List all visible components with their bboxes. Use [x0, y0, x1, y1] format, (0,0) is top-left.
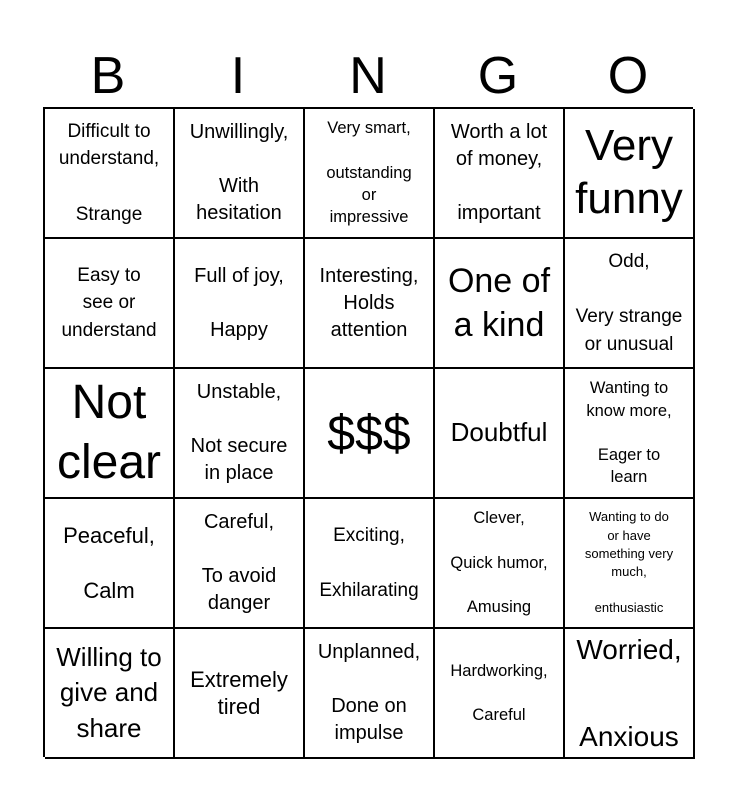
bingo-cell[interactable] — [305, 369, 435, 499]
cell-text: Not clear — [56, 376, 162, 489]
bingo-cell[interactable] — [305, 109, 435, 239]
bingo-cell[interactable] — [175, 499, 305, 629]
bingo-cell[interactable] — [45, 369, 175, 499]
bingo-cell[interactable] — [175, 239, 305, 369]
cell-text: Odd, Very strange or unusual — [575, 250, 683, 355]
bingo-cell[interactable] — [565, 629, 695, 759]
header-letter-b: B — [90, 47, 126, 105]
bingo-cell[interactable] — [305, 629, 435, 759]
bingo-cell[interactable] — [175, 369, 305, 499]
bingo-cell[interactable] — [45, 239, 175, 369]
cell-text: Careful, To avoid danger — [201, 511, 277, 614]
cell-text: $$$ — [327, 405, 411, 461]
cell-text: Willing to give and share — [56, 642, 162, 743]
header-letter-o: O — [607, 47, 649, 105]
header-letter-i: I — [230, 47, 246, 105]
bingo-cell[interactable] — [175, 109, 305, 239]
bingo-header — [43, 46, 693, 106]
bingo-cell[interactable] — [565, 109, 695, 239]
bingo-cell[interactable] — [565, 239, 695, 369]
bingo-cell[interactable] — [565, 499, 695, 629]
bingo-cell[interactable] — [45, 109, 175, 239]
header-letter-g: G — [477, 47, 519, 105]
cell-text: Exciting, Exhilarating — [319, 524, 419, 601]
cell-text: Doubtful — [450, 417, 548, 448]
cell-text: Unplanned, Done on impulse — [317, 641, 421, 744]
cell-text: Unstable, Not secure in place — [190, 381, 288, 484]
bingo-cell[interactable] — [305, 239, 435, 369]
cell-text: Unwillingly, With hesitation — [189, 121, 289, 224]
bingo-grid — [43, 107, 693, 757]
cell-text: Extremely tired — [190, 666, 288, 719]
bingo-cell[interactable] — [45, 499, 175, 629]
cell-text: Interesting, Holds attention — [319, 264, 419, 341]
cell-text: One of a kind — [447, 261, 551, 344]
cell-text: Very funny — [575, 121, 683, 223]
bingo-cell[interactable] — [305, 499, 435, 629]
cell-text: Wanting to know more, Eager to learn — [586, 379, 672, 487]
cell-text: Difficult to understand, Strange — [58, 120, 160, 225]
header-letter-n: N — [349, 47, 387, 105]
bingo-cell[interactable] — [565, 369, 695, 499]
bingo-cell[interactable] — [435, 629, 565, 759]
cell-text: Hardworking, Careful — [450, 661, 548, 725]
cell-text: Clever, Quick humor, Amusing — [450, 509, 548, 617]
cell-text: Worried, Anxious — [576, 633, 682, 752]
cell-text: Easy to see or understand — [61, 264, 157, 341]
cell-text: Full of joy, Happy — [194, 264, 284, 341]
bingo-cell[interactable] — [45, 629, 175, 759]
cell-text: Wanting to do or have something very much, enthusiastic — [584, 509, 674, 616]
bingo-cell[interactable] — [435, 499, 565, 629]
bingo-cell[interactable] — [435, 369, 565, 499]
cell-text: Very smart, outstanding or impressive — [326, 119, 412, 227]
bingo-cell[interactable] — [175, 629, 305, 759]
cell-text: Worth a lot of money, important — [450, 121, 548, 224]
bingo-cell[interactable] — [435, 109, 565, 239]
cell-text: Peaceful, Calm — [63, 522, 155, 603]
bingo-cell[interactable] — [435, 239, 565, 369]
